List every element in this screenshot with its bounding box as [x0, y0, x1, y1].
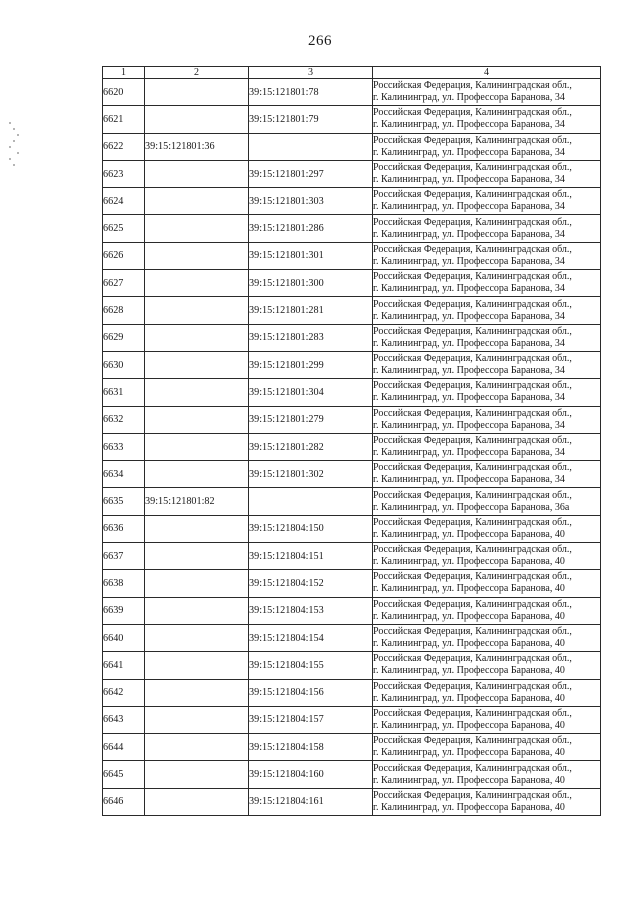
cadastral-number-child: 39:15:121804:160 — [249, 761, 373, 788]
cadastral-number-child — [249, 488, 373, 515]
address-line-1: Российская Федерация, Калининградская обл., — [373, 407, 572, 419]
table-row — [103, 652, 601, 679]
address-cell — [373, 270, 601, 297]
address-line-1: Российская Федерация, Калининградская обл., — [373, 243, 572, 255]
table-body — [103, 79, 601, 816]
table-header — [103, 67, 601, 79]
address-line-2: г. Калининград, ул. Профессора Баранова, 34 — [373, 474, 565, 486]
address-line-2: г. Калининград, ул. Профессора Баранова, 40 — [373, 583, 565, 595]
row-number: 6636 — [103, 515, 145, 542]
address-line-1: Российская Федерация, Калининградская обл., — [373, 571, 572, 583]
table-row — [103, 106, 601, 133]
cadastral-number-parent — [145, 406, 249, 433]
cadastral-number-child: 39:15:121804:152 — [249, 570, 373, 597]
cadastral-number-parent — [145, 351, 249, 378]
address-line-1: Российская Федерация, Калининградская обл., — [373, 162, 572, 174]
address-cell — [373, 160, 601, 187]
address-cell — [373, 106, 601, 133]
cadastral-number-parent — [145, 215, 249, 242]
cadastral-number-parent: 39:15:121801:82 — [145, 488, 249, 515]
address-cell — [373, 188, 601, 215]
cadastral-number-parent — [145, 242, 249, 269]
cadastral-number-child: 39:15:121801:283 — [249, 324, 373, 351]
address-line-1: Российская Федерация, Калининградская обл., — [373, 134, 572, 146]
row-number: 6627 — [103, 270, 145, 297]
address-cell — [373, 351, 601, 378]
row-number: 6630 — [103, 351, 145, 378]
address-cell — [373, 761, 601, 788]
address-cell — [373, 488, 601, 515]
address-line-2: г. Калининград, ул. Профессора Баранова, 40 — [373, 528, 565, 540]
address-cell — [373, 461, 601, 488]
cadastral-number-child: 39:15:121801:299 — [249, 351, 373, 378]
address-cell — [373, 379, 601, 406]
table-row — [103, 734, 601, 761]
address-cell — [373, 597, 601, 624]
cadastral-number-child: 39:15:121801:301 — [249, 242, 373, 269]
address-line-1: Российская Федерация, Калининградская обл., — [373, 489, 572, 501]
address-cell — [373, 706, 601, 733]
address-cell — [373, 543, 601, 570]
address-cell — [373, 215, 601, 242]
cadastral-number-child: 39:15:121804:161 — [249, 788, 373, 815]
address-line-1: Российская Федерация, Калининградская обл., — [373, 789, 572, 801]
cadastral-number-child: 39:15:121804:158 — [249, 734, 373, 761]
address-cell — [373, 515, 601, 542]
address-line-1: Российская Федерация, Калининградская обл., — [373, 626, 572, 638]
table-row — [103, 79, 601, 106]
address-line-1: Российская Федерация, Калининградская обл., — [373, 271, 572, 283]
address-line-1: Российская Федерация, Калининградская обл., — [373, 653, 572, 665]
cadastral-number-child: 39:15:121801:282 — [249, 433, 373, 460]
table-row — [103, 679, 601, 706]
header-col-1: 1 — [103, 67, 145, 79]
cadastral-number-parent — [145, 597, 249, 624]
cadastral-number-parent: 39:15:121801:36 — [145, 133, 249, 160]
address-line-2: г. Калининград, ул. Профессора Баранова, 40 — [373, 665, 565, 677]
row-number: 6626 — [103, 242, 145, 269]
row-number: 6639 — [103, 597, 145, 624]
address-cell — [373, 433, 601, 460]
row-number: 6642 — [103, 679, 145, 706]
table-row — [103, 788, 601, 815]
cadastral-number-child: 39:15:121801:79 — [249, 106, 373, 133]
cadastral-number-child: 39:15:121801:78 — [249, 79, 373, 106]
address-line-1: Российская Федерация, Калининградская обл., — [373, 680, 572, 692]
address-cell — [373, 297, 601, 324]
address-cell — [373, 242, 601, 269]
address-line-2: г. Калининград, ул. Профессора Баранова, 40 — [373, 747, 565, 759]
row-number: 6625 — [103, 215, 145, 242]
address-line-2: г. Калининград, ул. Профессора Баранова, 34 — [373, 310, 565, 322]
address-line-2: г. Калининград, ул. Профессора Баранова, 36а — [373, 501, 570, 513]
cadastral-number-parent — [145, 706, 249, 733]
row-number: 6633 — [103, 433, 145, 460]
address-cell — [373, 133, 601, 160]
address-line-2: г. Калининград, ул. Профессора Баранова, 34 — [373, 201, 565, 213]
address-line-1: Российская Федерация, Калининградская обл., — [373, 107, 572, 119]
table-row — [103, 461, 601, 488]
address-line-2: г. Калининград, ул. Профессора Баранова, 34 — [373, 255, 565, 267]
address-line-1: Российская Федерация, Калининградская обл., — [373, 544, 572, 556]
cadastral-number-parent — [145, 570, 249, 597]
address-line-2: г. Калининград, ул. Профессора Баранова, 34 — [373, 92, 565, 104]
cadastral-number-parent — [145, 106, 249, 133]
address-cell — [373, 79, 601, 106]
cadastral-number-child: 39:15:121801:281 — [249, 297, 373, 324]
header-row — [103, 67, 601, 79]
address-line-2: г. Калининград, ул. Профессора Баранова, 34 — [373, 146, 565, 158]
table-row — [103, 160, 601, 187]
table-row — [103, 597, 601, 624]
address-cell — [373, 406, 601, 433]
address-line-2: г. Калининград, ул. Профессора Баранова, 34 — [373, 419, 565, 431]
table-row — [103, 515, 601, 542]
cadastral-number-child: 39:15:121804:157 — [249, 706, 373, 733]
cadastral-number-child: 39:15:121801:297 — [249, 160, 373, 187]
address-line-2: г. Калининград, ул. Профессора Баранова, 40 — [373, 801, 565, 813]
row-number: 6638 — [103, 570, 145, 597]
address-line-2: г. Калининград, ул. Профессора Баранова, 34 — [373, 447, 565, 458]
address-line-1: Российская Федерация, Калининградская обл., — [373, 80, 572, 92]
table-row — [103, 133, 601, 160]
address-line-2: г. Калининград, ул. Профессора Баранова, 40 — [373, 774, 565, 786]
row-number: 6644 — [103, 734, 145, 761]
table-row — [103, 188, 601, 215]
address-cell — [373, 324, 601, 351]
cadastral-number-parent — [145, 433, 249, 460]
row-number: 6628 — [103, 297, 145, 324]
row-number: 6620 — [103, 79, 145, 106]
cadastral-number-parent — [145, 679, 249, 706]
table-row — [103, 351, 601, 378]
cadastral-number-child: 39:15:121804:153 — [249, 597, 373, 624]
cadastral-number-child: 39:15:121801:286 — [249, 215, 373, 242]
row-number: 6632 — [103, 406, 145, 433]
address-line-1: Российская Федерация, Калининградская обл., — [373, 707, 572, 719]
header-col-4: 4 — [373, 67, 601, 79]
address-line-2: г. Калининград, ул. Профессора Баранова, 40 — [373, 719, 565, 731]
table-row — [103, 433, 601, 460]
address-cell — [373, 788, 601, 815]
address-line-1: Российская Федерация, Калининградская обл., — [373, 435, 572, 446]
address-line-1: Российская Федерация, Калининградская обл., — [373, 598, 572, 610]
address-line-1: Российская Федерация, Калининградская обл., — [373, 735, 572, 747]
row-number: 6621 — [103, 106, 145, 133]
address-line-1: Российская Федерация, Калининградская обл., — [373, 353, 572, 365]
table-row — [103, 543, 601, 570]
table-row — [103, 324, 601, 351]
scan-margin-marks — [6, 118, 22, 178]
cadastral-number-parent — [145, 788, 249, 815]
address-line-1: Российская Федерация, Калининградская обл., — [373, 298, 572, 310]
cadastral-number-child: 39:15:121801:279 — [249, 406, 373, 433]
table-row — [103, 270, 601, 297]
cadastral-number-child — [249, 133, 373, 160]
table-row — [103, 706, 601, 733]
table-row — [103, 406, 601, 433]
table-row — [103, 242, 601, 269]
cadastral-number-child: 39:15:121804:156 — [249, 679, 373, 706]
row-number: 6646 — [103, 788, 145, 815]
registry-table — [102, 66, 601, 816]
cadastral-number-parent — [145, 79, 249, 106]
table-row — [103, 379, 601, 406]
address-line-2: г. Калининград, ул. Профессора Баранова, 34 — [373, 365, 565, 377]
address-cell — [373, 679, 601, 706]
address-line-2: г. Калининград, ул. Профессора Баранова, 34 — [373, 392, 565, 404]
table-row — [103, 297, 601, 324]
cadastral-number-parent — [145, 270, 249, 297]
address-line-2: г. Калининград, ул. Профессора Баранова, 40 — [373, 638, 565, 650]
address-line-2: г. Калининград, ул. Профессора Баранова, 40 — [373, 610, 565, 622]
cadastral-number-parent — [145, 761, 249, 788]
address-line-2: г. Калининград, ул. Профессора Баранова, 40 — [373, 692, 565, 704]
row-number: 6637 — [103, 543, 145, 570]
cadastral-number-child: 39:15:121804:150 — [249, 515, 373, 542]
address-line-1: Российская Федерация, Калининградская обл., — [373, 516, 572, 528]
row-number: 6645 — [103, 761, 145, 788]
page-number: 266 — [308, 33, 332, 49]
address-cell — [373, 734, 601, 761]
address-line-1: Российская Федерация, Калининградская обл., — [373, 380, 572, 392]
address-line-1: Российская Федерация, Калининградская обл., — [373, 462, 572, 474]
address-line-1: Российская Федерация, Калининградская обл., — [373, 189, 572, 201]
table-row — [103, 570, 601, 597]
row-number: 6635 — [103, 488, 145, 515]
row-number: 6631 — [103, 379, 145, 406]
table-row — [103, 624, 601, 651]
cadastral-number-parent — [145, 624, 249, 651]
cadastral-number-parent — [145, 652, 249, 679]
row-number: 6623 — [103, 160, 145, 187]
address-line-2: г. Калининград, ул. Профессора Баранова, 34 — [373, 283, 565, 295]
header-col-2: 2 — [145, 67, 249, 79]
address-line-2: г. Калининград, ул. Профессора Баранова, 34 — [373, 119, 565, 131]
row-number: 6641 — [103, 652, 145, 679]
cadastral-number-parent — [145, 297, 249, 324]
row-number: 6643 — [103, 706, 145, 733]
cadastral-number-child: 39:15:121804:154 — [249, 624, 373, 651]
table-row — [103, 761, 601, 788]
cadastral-number-parent — [145, 160, 249, 187]
cadastral-number-child: 39:15:121804:151 — [249, 543, 373, 570]
cadastral-number-child: 39:15:121801:302 — [249, 461, 373, 488]
table-row — [103, 215, 601, 242]
row-number: 6624 — [103, 188, 145, 215]
table-row — [103, 488, 601, 515]
address-line-1: Российская Федерация, Калининградская обл., — [373, 216, 572, 228]
row-number: 6634 — [103, 461, 145, 488]
address-line-2: г. Калининград, ул. Профессора Баранова, 34 — [373, 174, 565, 186]
header-col-3: 3 — [249, 67, 373, 79]
address-line-2: г. Калининград, ул. Профессора Баранова, 34 — [373, 228, 565, 240]
address-line-2: г. Калининград, ул. Профессора Баранова, 40 — [373, 556, 565, 568]
cadastral-number-parent — [145, 461, 249, 488]
address-line-2: г. Калининград, ул. Профессора Баранова, 34 — [373, 337, 565, 349]
cadastral-number-parent — [145, 324, 249, 351]
cadastral-number-child: 39:15:121801:304 — [249, 379, 373, 406]
cadastral-number-child: 39:15:121801:303 — [249, 188, 373, 215]
cadastral-number-parent — [145, 734, 249, 761]
cadastral-number-parent — [145, 188, 249, 215]
cadastral-number-parent — [145, 515, 249, 542]
cadastral-number-child: 39:15:121804:155 — [249, 652, 373, 679]
address-cell — [373, 570, 601, 597]
row-number: 6640 — [103, 624, 145, 651]
address-line-1: Российская Федерация, Калининградская обл., — [373, 762, 572, 774]
cadastral-number-child: 39:15:121801:300 — [249, 270, 373, 297]
address-line-1: Российская Федерация, Калининградская обл., — [373, 325, 572, 337]
address-cell — [373, 652, 601, 679]
row-number: 6629 — [103, 324, 145, 351]
address-cell — [373, 624, 601, 651]
cadastral-number-parent — [145, 379, 249, 406]
cadastral-number-parent — [145, 543, 249, 570]
row-number: 6622 — [103, 133, 145, 160]
